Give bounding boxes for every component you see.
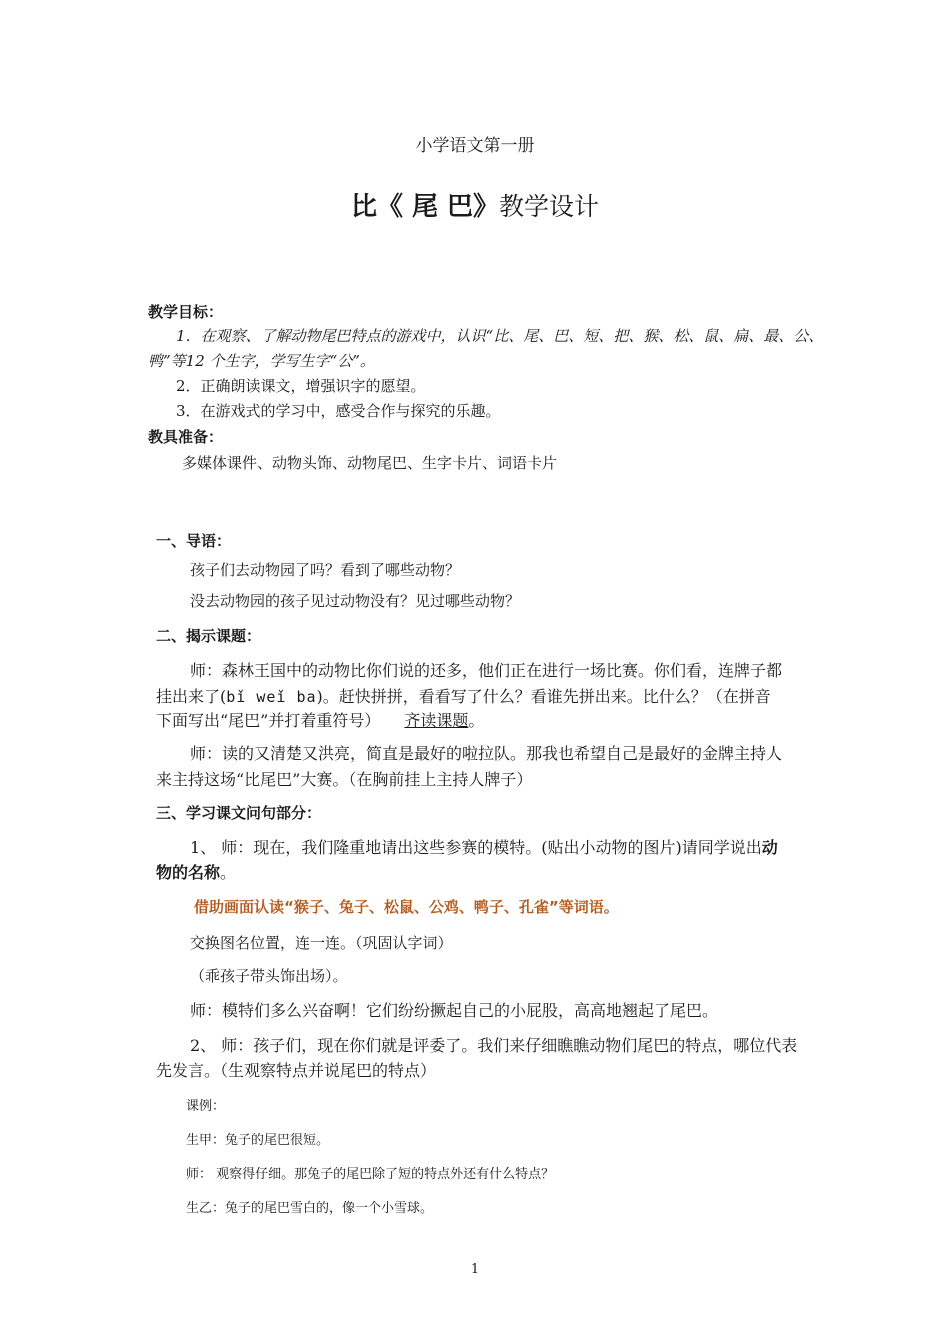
example-line-2: 师： 观察得仔细。那兔子的尾巴除了短的特点外还有什么特点？ — [186, 1167, 555, 1182]
section-3-paragraph-4: 师：模特们多么兴奋啊！它们纷纷撅起自己的小屁股，高高地翘起了尾巴。 — [190, 1001, 719, 1020]
pinyin-prefix: 挂出来了( — [156, 687, 227, 706]
pinyin-suffix: )。赶快拼拼，看看写了什么？看谁先拼出来。比什么？（在拼音 — [316, 687, 771, 706]
example-label: 课例： — [186, 1099, 226, 1114]
materials-text: 多媒体课件、动物头饰、动物尾巴、生字卡片、词语卡片 — [182, 454, 558, 472]
section-1-heading: 一、导语： — [156, 532, 232, 550]
line-3-suffix: 。 — [468, 711, 485, 730]
section-2-paragraph-1-line-1: 师：森林王国中的动物比你们说的还多，他们正在进行一场比赛。你们看，连牌子都 — [190, 661, 783, 680]
materials-label: 教具准备： — [148, 428, 224, 446]
section-2-paragraph-1-line-2 — [156, 684, 771, 707]
section-1-paragraph-1: 孩子们去动物园了吗？看到了哪些动物？ — [190, 561, 461, 579]
section-2-paragraph-2-line-2: 来主持这场“比尾巴”大赛。（在胸前挂上主持人牌子） — [156, 770, 533, 789]
example-line-3: 生乙：兔子的尾巴雪白的，像一个小雪球。 — [186, 1201, 434, 1216]
objective-3: 3．在游戏式的学习中，感受合作与探究的乐趣。 — [176, 402, 501, 420]
p1-line-2-bold: 物的名称 — [156, 863, 221, 882]
p1-line-2-text: 。 — [220, 863, 237, 882]
read-title-together-link: 齐读课题 — [404, 711, 469, 730]
objectives-label: 教学目标： — [148, 303, 224, 321]
section-1-paragraph-2: 没去动物园的孩子见过动物没有？见过哪些动物？ — [190, 592, 521, 610]
p1-line-1-bold: 动 — [761, 838, 778, 857]
line-3-prefix: 下面写出“尾巴”并打着重符号） — [156, 711, 381, 730]
objective-1-line-1: 1．在观察、了解动物尾巴特点的游戏中，认识“比、尾、巴、短、把、猴、松、鼠、扁、最、公、 — [176, 327, 824, 345]
document-subtitle: 小学语文第一册 — [415, 136, 535, 156]
p1-line-1-text: 1、 师：现在，我们隆重地请出这些参赛的模特。(贴出小动物的图片)请同学说出 — [190, 838, 762, 857]
page-number: 1 — [470, 1262, 480, 1277]
section-3-paragraph-3: （乖孩子带头饰出场）。 — [190, 967, 348, 985]
objective-1-line-2: 鸭”等12 个生字，学写生字“公”。 — [148, 352, 375, 370]
section-2-paragraph-1-line-3 — [156, 708, 484, 731]
highlighted-word-list: 借助画面认读“猴子、兔子、松鼠、公鸡、鸭子、孔雀”等词语。 — [194, 898, 619, 916]
section-3-heading: 三、学习课文问句部分： — [156, 804, 322, 822]
title-rest-part: 教学设计 — [499, 192, 600, 221]
section-2-paragraph-2-line-1: 师：读的又清楚又洪亮，简直是最好的啦拉队。那我也希望自己是最好的金牌主持人 — [190, 744, 783, 763]
section-2-heading: 二、揭示课题： — [156, 627, 262, 645]
section-3-paragraph-1-line-2 — [156, 860, 236, 883]
document-title — [0, 186, 950, 223]
section-3-paragraph-5-line-2: 先发言。（生观察特点并说尾巴的特点） — [156, 1061, 437, 1080]
example-line-1: 生甲：兔子的尾巴很短。 — [186, 1133, 330, 1148]
pinyin-title: bǐ weǐ ba — [226, 688, 317, 706]
section-3-paragraph-5-line-1: 2、 师：孩子们，现在你们就是评委了。我们来仔细瞧瞧动物们尾巴的特点，哪位代表 — [190, 1036, 798, 1055]
objective-2: 2．正确朗读课文，增强识字的愿望。 — [176, 377, 426, 395]
title-bold-part: 比《 尾 巴》 — [350, 192, 500, 222]
section-3-paragraph-1-line-1 — [190, 835, 778, 858]
section-3-paragraph-2: 交换图名位置，连一连。（巩固认字词） — [190, 934, 453, 952]
